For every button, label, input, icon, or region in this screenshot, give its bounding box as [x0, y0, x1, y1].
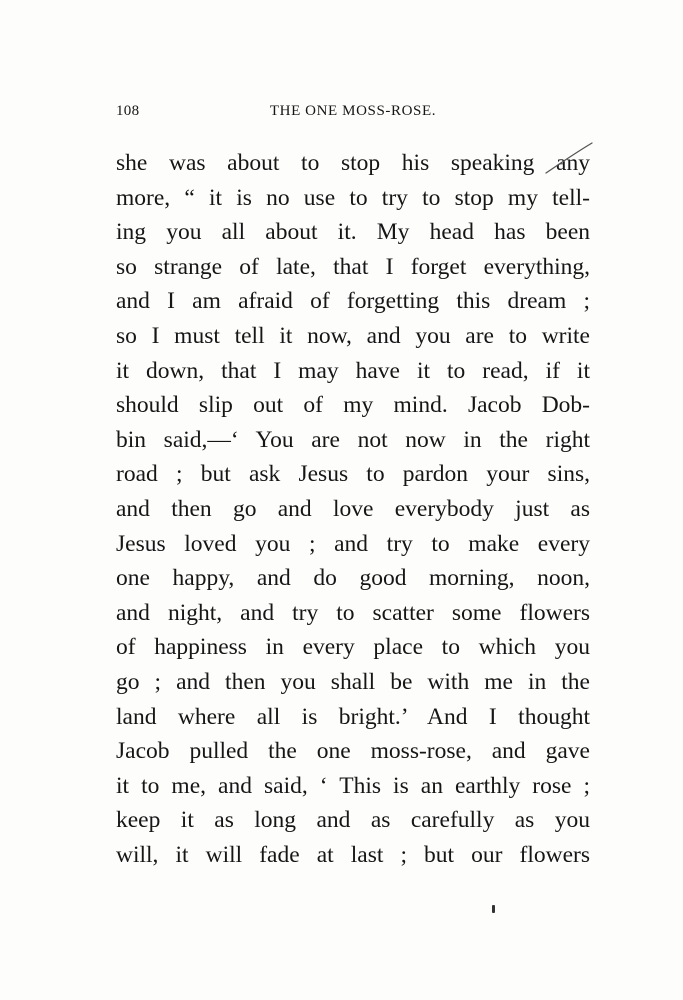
- text-line: more, “ it is no use to try to stop my tell-: [116, 184, 590, 211]
- running-title: THE ONE MOSS-ROSE.: [269, 103, 437, 119]
- text-line: and night, and try to scatter some flowers: [116, 599, 590, 626]
- page-number: 108: [116, 103, 140, 119]
- text-line: Jesus loved you ; and try to make every: [116, 530, 590, 557]
- text-line: keep it as long and as carefully as you: [116, 807, 590, 834]
- text-line: it to me, and said, ‘ This is an earthly rose ;: [116, 772, 590, 799]
- text-line: it down, that I may have it to read, if it: [116, 357, 590, 384]
- text-line: will, it will fade at last ; but our flowers: [116, 841, 590, 868]
- text-line: road ; but ask Jesus to pardon your sins,: [116, 461, 590, 488]
- body-text: [116, 146, 590, 872]
- text-line: she was about to stop his speaking any: [116, 150, 590, 176]
- text-line: of happiness in every place to which you: [116, 634, 590, 661]
- text-line: so strange of late, that I forget everything,: [116, 253, 590, 280]
- text-line: Jacob pulled the one moss-rose, and gave: [116, 738, 590, 765]
- text-line: go ; and then you shall be with me in the: [116, 668, 590, 695]
- text-line: ing you all about it. My head has been: [116, 219, 590, 246]
- text-line: one happy, and do good morning, noon,: [116, 565, 590, 592]
- ink-speck: [492, 905, 495, 913]
- text-line: should slip out of my mind. Jacob Dob-: [116, 392, 590, 419]
- text-line: so I must tell it now, and you are to write: [116, 322, 590, 349]
- text-line: and then go and love everybody just as: [116, 495, 590, 522]
- text-line: land where all is bright.’ And I thought: [116, 703, 590, 730]
- text-line: and I am afraid of forgetting this dream ;: [116, 288, 590, 315]
- page-header: [116, 103, 590, 125]
- text-line: bin said,—‘ You are not now in the right: [116, 426, 590, 453]
